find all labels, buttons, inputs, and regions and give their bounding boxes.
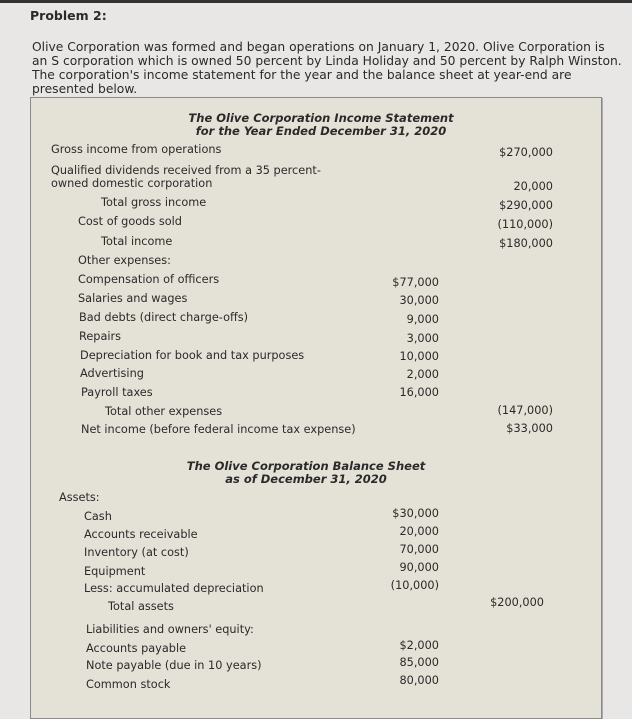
income-row-label: Other expenses: (78, 254, 171, 267)
income-row-label: Depreciation for book and tax purposes (80, 349, 305, 362)
income-row-label: Total other expenses (105, 405, 223, 418)
balance-row-label: Inventory (at cost) (84, 546, 189, 559)
income-row-label: Gross income from operations (51, 143, 222, 156)
income-row-total: $180,000 (499, 237, 553, 250)
income-row-amount: 30,000 (399, 294, 439, 307)
income-row-total: $33,000 (506, 422, 553, 435)
income-row-amount: 9,000 (406, 313, 439, 326)
balance-title: The Olive Corporation Balance Sheet (186, 459, 426, 473)
balance-row-amount: 80,000 (399, 674, 439, 687)
income-title: The Olive Corporation Income Statement (188, 111, 454, 125)
balance-row-amount: 90,000 (399, 561, 439, 574)
income-row-total: (147,000) (497, 404, 553, 417)
balance-row-label: Accounts receivable (84, 528, 198, 541)
income-row-label: Net income (before federal income tax expense) (81, 423, 356, 436)
balance-row-label: Assets: (59, 491, 100, 504)
balance-row-amount: $2,000 (399, 639, 439, 652)
income-row-label: Salaries and wages (78, 292, 188, 305)
balance-row-amount: 85,000 (399, 656, 439, 669)
balance-row-label: Equipment (84, 565, 146, 578)
income-row-total: (110,000) (497, 218, 553, 231)
income-row-label: Total income (101, 235, 173, 248)
income-row-amount: 3,000 (406, 332, 439, 345)
balance-row-amount: (10,000) (390, 579, 439, 592)
financial-statements-panel (30, 97, 602, 719)
balance-row-label: Common stock (86, 678, 171, 691)
income-row-label: Qualified dividends received from a 35 percent- (51, 164, 321, 177)
balance-row-label: Total assets (108, 600, 174, 613)
balance-row-amount: 20,000 (399, 525, 439, 538)
income-row-label: Total gross income (101, 196, 207, 209)
income-row-amount: 16,000 (399, 386, 439, 399)
income-row-amount: 10,000 (399, 350, 439, 363)
balance-subtitle: as of December 31, 2020 (225, 472, 387, 486)
income-row-amount: 2,000 (406, 368, 439, 381)
income-row-label: Cost of goods sold (78, 215, 182, 228)
balance-row-label: Less: accumulated depreciation (84, 582, 264, 595)
balance-row-total: $200,000 (490, 596, 544, 609)
income-row-label: Payroll taxes (81, 386, 153, 399)
balance-row-amount: $30,000 (392, 507, 439, 520)
income-row-label: Advertising (80, 367, 144, 380)
top-edge (0, 0, 632, 3)
problem-heading: Problem 2: (30, 8, 107, 23)
income-row-label: Compensation of officers (78, 273, 220, 286)
income-row-amount: $77,000 (392, 276, 439, 289)
balance-row-amount: 70,000 (399, 543, 439, 556)
balance-row-label: Accounts payable (86, 642, 187, 655)
income-row-total: 20,000 (513, 180, 553, 193)
income-subtitle: for the Year Ended December 31, 2020 (195, 124, 447, 138)
problem-intro: Olive Corporation was formed and began operations on January 1, 2020. Olive Corporation is an S corporation which is owned 50 percent by Linda Holiday and 50 percent by Ralph Winston. The corporation's income statement for the year and the balance sheet at year-end are presented below. (32, 40, 622, 96)
income-row-label: Repairs (79, 330, 122, 343)
income-row-total: $290,000 (499, 199, 553, 212)
balance-row-label: Note payable (due in 10 years) (86, 659, 262, 672)
balance-row-label: Liabilities and owners' equity: (86, 623, 254, 636)
income-row-label: Bad debts (direct charge-offs) (79, 311, 249, 324)
income-row-total: $270,000 (499, 146, 553, 159)
income-row-label: owned domestic corporation (51, 177, 213, 190)
balance-row-label: Cash (84, 510, 112, 523)
